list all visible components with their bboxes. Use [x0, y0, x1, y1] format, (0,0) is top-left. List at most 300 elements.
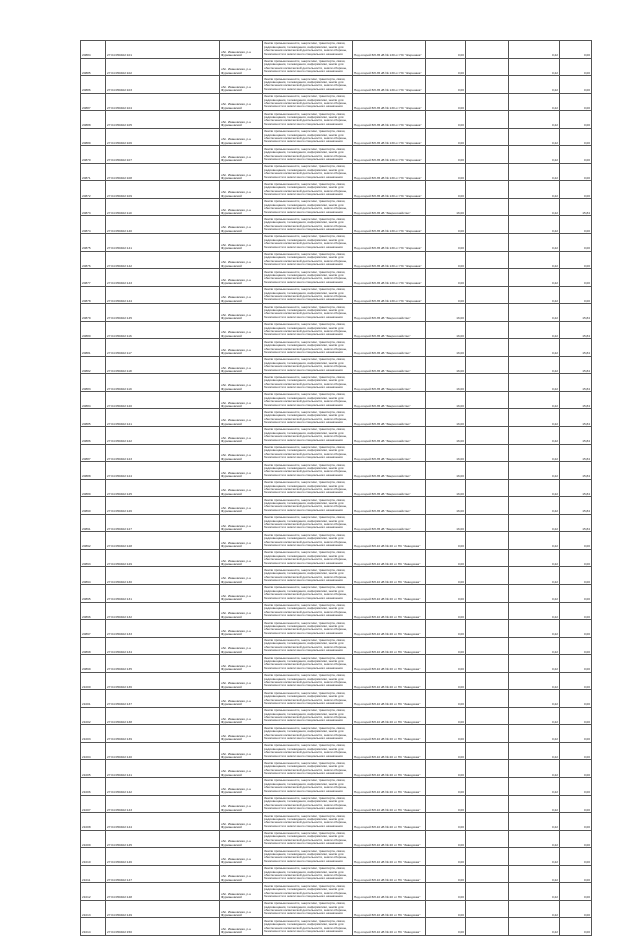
cadastral-number: 27:04:050402:127: [106, 514, 220, 532]
land-use-cell: Под опорой ВЛ-10 кВ № 20 от ПС "Заводская": [353, 760, 426, 778]
rate-value: 0,22: [509, 234, 560, 252]
rate-value: 0,22: [509, 918, 560, 936]
address-cell: обл. Ивановская, р-н Фурмановский: [220, 286, 263, 304]
empty-cell: [466, 637, 509, 655]
land-category-cell: Земли промышленности, энергетики, транспорта, связи, радиовещания, телевидения, информатики, земли для обеспечения космической деятельности, земли обороны, безопасности и земли иного специального назначения: [263, 479, 353, 497]
area-value: 16,00: [426, 514, 466, 532]
area-value: 0,00: [426, 41, 466, 59]
land-category-cell: Земли промышленности, энергетики, транспорта, связи, радиовещания, телевидения, информатики, земли для обеспечения космической деятельности, земли обороны, безопасности и земли иного специального назначения: [263, 602, 353, 620]
area-value: 0,00: [426, 234, 466, 252]
land-category-cell: Земли промышленности, энергетики, транспорта, связи, радиовещания, телевидения, информатики, земли для обеспечения космической деятельности, земли обороны, безопасности и земли иного специального назначения: [263, 725, 353, 743]
empty-cell: [466, 304, 509, 322]
land-category-cell: Земли промышленности, энергетики, транспорта, связи, радиовещания, телевидения, информатики, земли для обеспечения космической деятельности, земли обороны, безопасности и земли иного специального назначения: [263, 795, 353, 813]
area-value: 16,00: [426, 479, 466, 497]
land-use-cell: Под опорой ВЛ-10 кВ № 20 от ПС "Заводская": [353, 918, 426, 936]
land-use-cell: Под опорой ВЛ-35 кВ № 130 от ПС "Жерновка": [353, 251, 426, 269]
empty-cell: [466, 567, 509, 585]
land-category-cell: Земли промышленности, энергетики, транспорта, связи, радиовещания, телевидения, информатики, земли для обеспечения космической деятельности, земли обороны, безопасности и земли иного специального назначения: [263, 672, 353, 690]
table-row: [81, 795, 592, 813]
area-value: 16,00: [426, 374, 466, 392]
amount-value: 15,84: [560, 444, 592, 462]
cadastral-number: 27:04:050402:117: [106, 339, 220, 357]
table-row: [81, 900, 592, 918]
land-category-cell: Земли промышленности, энергетики, транспорта, связи, радиовещания, телевидения, информатики, земли для обеспечения космической деятельности, земли обороны, безопасности и земли иного специального назначения: [263, 690, 353, 708]
cadastral-number: 27:04:050402:144: [106, 286, 220, 304]
rate-value: 0,22: [509, 567, 560, 585]
table-row: [81, 672, 592, 690]
amount-value: 0,00: [560, 848, 592, 866]
empty-cell: [466, 111, 509, 129]
land-category-cell: Земли промышленности, энергетики, транспорта, связи, радиовещания, телевидения, информатики, земли для обеспечения космической деятельности, земли обороны, безопасности и земли иного специального назначения: [263, 146, 353, 164]
cadastral-number: 27:04:050402:118: [106, 356, 220, 374]
rate-value: 0,22: [509, 725, 560, 743]
row-number: 20883: [81, 374, 106, 392]
land-use-cell: Под опорой ВЛ-10 кВ № 20 от ПС "Заводская": [353, 848, 426, 866]
amount-value: 0,00: [560, 900, 592, 918]
amount-value: 15,84: [560, 198, 592, 216]
rate-value: 0,22: [509, 356, 560, 374]
rate-value: 0,22: [509, 707, 560, 725]
row-number: 20894: [81, 567, 106, 585]
area-value: 16,00: [426, 462, 466, 480]
row-number: 20898: [81, 637, 106, 655]
area-value: 16,00: [426, 497, 466, 515]
land-category-cell: Земли промышленности, энергетики, транспорта, связи, радиовещания, телевидения, информатики, земли для обеспечения космической деятельности, земли обороны, безопасности и земли иного специального назначения: [263, 777, 353, 795]
land-category-cell: Земли промышленности, энергетики, транспорта, связи, радиовещания, телевидения, информатики, земли для обеспечения космической деятельности, земли обороны, безопасности и земли иного специального назначения: [263, 181, 353, 199]
empty-cell: [466, 321, 509, 339]
row-number: 21003: [81, 725, 106, 743]
empty-cell: [466, 813, 509, 831]
cadastral-number: 27:04:050402:124: [106, 462, 220, 480]
area-value: 0,00: [426, 672, 466, 690]
table-row: [81, 655, 592, 673]
land-category-cell: Земли промышленности, энергетики, транспорта, связи, радиовещания, телевидения, информатики, земли для обеспечения космической деятельности, земли обороны, безопасности и земли иного специального назначения: [263, 707, 353, 725]
empty-cell: [466, 181, 509, 199]
rate-value: 0,22: [509, 865, 560, 883]
rate-value: 0,22: [509, 216, 560, 234]
land-use-cell: Под опорой ВЛ-35 кВ "Зверохозяйство": [353, 479, 426, 497]
land-category-cell: Земли промышленности, энергетики, транспорта, связи, радиовещания, телевидения, информатики, земли для обеспечения космической деятельности, земли обороны, безопасности и земли иного специального назначения: [263, 742, 353, 760]
area-value: 0,00: [426, 918, 466, 936]
area-value: 0,00: [426, 900, 466, 918]
address-cell: обл. Ивановская, р-н Фурмановский: [220, 41, 263, 59]
empty-cell: [466, 655, 509, 673]
empty-cell: [466, 58, 509, 76]
rate-value: 0,22: [509, 655, 560, 673]
cadastral-number: 27:04:050402:102: [106, 58, 220, 76]
land-category-cell: Земли промышленности, энергетики, транспорта, связи, радиовещания, телевидения, информатики, земли для обеспечения космической деятельности, земли обороны, безопасности и земли иного специального назначения: [263, 549, 353, 567]
amount-value: 0,00: [560, 58, 592, 76]
table-row: [81, 321, 592, 339]
table-row: [81, 602, 592, 620]
land-category-cell: Земли промышленности, энергетики, транспорта, связи, радиовещания, телевидения, информатики, земли для обеспечения космической деятельности, земли обороны, безопасности и земли иного специального назначения: [263, 409, 353, 427]
row-number: 20889: [81, 479, 106, 497]
row-number: 20882: [81, 356, 106, 374]
amount-value: 0,00: [560, 286, 592, 304]
cadastral-number: 27:04:050402:145: [106, 830, 220, 848]
table-row: [81, 216, 592, 234]
amount-value: 0,00: [560, 672, 592, 690]
rate-value: 0,22: [509, 111, 560, 129]
land-category-cell: Земли промышленности, энергетики, транспорта, связи, радиовещания, телевидения, информатики, земли для обеспечения космической деятельности, земли обороны, безопасности и земли иного специального назначения: [263, 497, 353, 515]
cadastral-number: 27:04:050402:110: [106, 198, 220, 216]
land-use-cell: Под опорой ВЛ-10 кВ № 20 от ПС "Заводская": [353, 690, 426, 708]
area-value: 0,00: [426, 93, 466, 111]
rate-value: 0,22: [509, 427, 560, 445]
table-row: [81, 427, 592, 445]
row-number: 20888: [81, 111, 106, 129]
area-value: 16,00: [426, 339, 466, 357]
address-cell: обл. Ивановская, р-н Фурмановский: [220, 216, 263, 234]
rate-value: 0,22: [509, 742, 560, 760]
land-use-cell: Под опорой ВЛ-35 кВ № 130 от ПС "Жерновка": [353, 269, 426, 287]
rate-value: 0,22: [509, 532, 560, 550]
land-use-cell: Под опорой ВЛ-35 кВ № 130 от ПС "Жерновка": [353, 163, 426, 181]
row-number: 20875: [81, 234, 106, 252]
address-cell: обл. Ивановская, р-н Фурмановский: [220, 690, 263, 708]
address-cell: обл. Ивановская, р-н Фурмановский: [220, 304, 263, 322]
area-value: 0,00: [426, 251, 466, 269]
area-value: 0,00: [426, 181, 466, 199]
row-number: 20870: [81, 146, 106, 164]
row-number: 21004: [81, 742, 106, 760]
amount-value: 0,00: [560, 795, 592, 813]
empty-cell: [466, 584, 509, 602]
land-category-cell: Земли промышленности, энергетики, транспорта, связи, радиовещания, телевидения, информатики, земли для обеспечения космической деятельности, земли обороны, безопасности и земли иного специального назначения: [263, 128, 353, 146]
table-row: [81, 725, 592, 743]
land-use-cell: Под опорой ВЛ-35 кВ "Зверохозяйство": [353, 462, 426, 480]
row-number: 20879: [81, 304, 106, 322]
amount-value: 0,00: [560, 865, 592, 883]
land-category-cell: Земли промышленности, энергетики, транспорта, связи, радиовещания, телевидения, информатики, земли для обеспечения космической деятельности, земли обороны, безопасности и земли иного специального назначения: [263, 286, 353, 304]
address-cell: обл. Ивановская, р-н Фурмановский: [220, 620, 263, 638]
area-value: 0,00: [426, 584, 466, 602]
address-cell: обл. Ивановская, р-н Фурмановский: [220, 181, 263, 199]
land-use-cell: Под опорой ВЛ-35 кВ № 130 от ПС "Жерновка": [353, 41, 426, 59]
table-row: [81, 760, 592, 778]
table-row: [81, 462, 592, 480]
address-cell: обл. Ивановская, р-н Фурмановский: [220, 128, 263, 146]
empty-cell: [466, 146, 509, 164]
address-cell: обл. Ивановская, р-н Фурмановский: [220, 672, 263, 690]
land-category-cell: Земли промышленности, энергетики, транспорта, связи, радиовещания, телевидения, информатики, земли для обеспечения космической деятельности, земли обороны, безопасности и земли иного специального назначения: [263, 444, 353, 462]
land-category-cell: Земли промышленности, энергетики, транспорта, связи, радиовещания, телевидения, информатики, земли для обеспечения космической деятельности, земли обороны, безопасности и земли иного специального назначения: [263, 655, 353, 673]
table-row: [81, 76, 592, 94]
row-number: 20871: [81, 163, 106, 181]
land-use-cell: Под опорой ВЛ-10 кВ № 20 от ПС "Заводская": [353, 532, 426, 550]
row-number: 21007: [81, 795, 106, 813]
area-value: 0,00: [426, 865, 466, 883]
rate-value: 0,22: [509, 374, 560, 392]
row-number: 20884: [81, 391, 106, 409]
cadastral-number: 27:04:050402:149: [106, 900, 220, 918]
amount-value: 15,84: [560, 479, 592, 497]
amount-value: 0,00: [560, 41, 592, 59]
cadastral-number: 27:04:050402:125: [106, 479, 220, 497]
table-row: [81, 865, 592, 883]
cadastral-number: 27:04:050402:121: [106, 409, 220, 427]
land-category-cell: Земли промышленности, энергетики, транспорта, связи, радиовещания, телевидения, информатики, земли для обеспечения космической деятельности, земли обороны, безопасности и земли иного специального назначения: [263, 304, 353, 322]
table-row: [81, 269, 592, 287]
land-category-cell: Земли промышленности, энергетики, транспорта, связи, радиовещания, телевидения, информатики, земли для обеспечения космической деятельности, земли обороны, безопасности и земли иного специального назначения: [263, 41, 353, 59]
empty-cell: [466, 41, 509, 59]
row-number: 20874: [81, 216, 106, 234]
address-cell: обл. Ивановская, р-н Фурмановский: [220, 93, 263, 111]
amount-value: 0,00: [560, 707, 592, 725]
land-category-cell: Земли промышленности, энергетики, транспорта, связи, радиовещания, телевидения, информатики, земли для обеспечения космической деятельности, земли обороны, безопасности и земли иного специального назначения: [263, 462, 353, 480]
area-value: 0,00: [426, 567, 466, 585]
address-cell: обл. Ивановская, р-н Фурмановский: [220, 444, 263, 462]
amount-value: 15,84: [560, 356, 592, 374]
rate-value: 0,22: [509, 198, 560, 216]
empty-cell: [466, 356, 509, 374]
empty-cell: [466, 269, 509, 287]
cadastral-number: 27:04:050402:137: [106, 690, 220, 708]
cadastral-number: 27:04:050402:123: [106, 444, 220, 462]
row-number: 21000: [81, 672, 106, 690]
empty-cell: [466, 391, 509, 409]
land-use-cell: Под опорой ВЛ-10 кВ № 20 от ПС "Заводская": [353, 742, 426, 760]
empty-cell: [466, 374, 509, 392]
amount-value: 0,00: [560, 128, 592, 146]
row-number: 20891: [81, 514, 106, 532]
cadastral-number: 27:04:050402:119: [106, 374, 220, 392]
rate-value: 0,22: [509, 146, 560, 164]
amount-value: 15,84: [560, 374, 592, 392]
rate-value: 0,22: [509, 900, 560, 918]
area-value: 0,00: [426, 163, 466, 181]
rate-value: 0,22: [509, 637, 560, 655]
empty-cell: [466, 497, 509, 515]
rate-value: 0,22: [509, 339, 560, 357]
area-value: 0,00: [426, 690, 466, 708]
land-category-cell: Земли промышленности, энергетики, транспорта, связи, радиовещания, телевидения, информатики, земли для обеспечения космической деятельности, земли обороны, безопасности и земли иного специального назначения: [263, 813, 353, 831]
row-number: 20889: [81, 128, 106, 146]
area-value: 16,00: [426, 356, 466, 374]
address-cell: обл. Ивановская, р-н Фурмановский: [220, 795, 263, 813]
row-number: 21013: [81, 900, 106, 918]
rate-value: 0,22: [509, 251, 560, 269]
land-category-cell: Земли промышленности, энергетики, транспорта, связи, радиовещания, телевидения, информатики, земли для обеспечения космической деятельности, земли обороны, безопасности и земли иного специального назначения: [263, 584, 353, 602]
land-use-cell: Под опорой ВЛ-10 кВ № 20 от ПС "Заводская": [353, 602, 426, 620]
area-value: 0,00: [426, 620, 466, 638]
table-row: [81, 848, 592, 866]
address-cell: обл. Ивановская, р-н Фурмановский: [220, 760, 263, 778]
amount-value: 0,00: [560, 146, 592, 164]
land-use-cell: Под опорой ВЛ-10 кВ № 20 от ПС "Заводская": [353, 620, 426, 638]
rate-value: 0,22: [509, 444, 560, 462]
land-use-cell: Под опорой ВЛ-35 кВ "Зверохозяйство": [353, 321, 426, 339]
amount-value: 0,00: [560, 181, 592, 199]
land-use-cell: Под опорой ВЛ-10 кВ № 20 от ПС "Заводская": [353, 813, 426, 831]
land-use-cell: Под опорой ВЛ-35 кВ № 130 от ПС "Жерновка": [353, 58, 426, 76]
land-use-cell: Под опорой ВЛ-10 кВ № 20 от ПС "Заводская": [353, 865, 426, 883]
amount-value: 15,84: [560, 304, 592, 322]
land-category-cell: Земли промышленности, энергетики, транспорта, связи, радиовещания, телевидения, информатики, земли для обеспечения космической деятельности, земли обороны, безопасности и земли иного специального назначения: [263, 514, 353, 532]
address-cell: обл. Ивановская, р-н Фурмановский: [220, 777, 263, 795]
table-row: [81, 286, 592, 304]
area-value: 0,00: [426, 883, 466, 901]
table-row: [81, 41, 592, 59]
rate-value: 0,22: [509, 497, 560, 515]
land-use-cell: Под опорой ВЛ-35 кВ "Зверохозяйство": [353, 374, 426, 392]
land-category-cell: Земли промышленности, энергетики, транспорта, связи, радиовещания, телевидения, информатики, земли для обеспечения космической деятельности, земли обороны, безопасности и земли иного специального назначения: [263, 216, 353, 234]
table-row: [81, 690, 592, 708]
table-row: [81, 181, 592, 199]
table-row: [81, 111, 592, 129]
cadastral-number: 27:04:050402:107: [106, 146, 220, 164]
rate-value: 0,22: [509, 602, 560, 620]
empty-cell: [466, 216, 509, 234]
row-number: 20893: [81, 549, 106, 567]
table-row: [81, 497, 592, 515]
table-row: [81, 198, 592, 216]
address-cell: обл. Ивановская, р-н Фурмановский: [220, 813, 263, 831]
land-category-cell: Земли промышленности, энергетики, транспорта, связи, радиовещания, телевидения, информатики, земли для обеспечения космической деятельности, земли обороны, безопасности и земли иного специального назначения: [263, 883, 353, 901]
table-row: [81, 514, 592, 532]
amount-value: 0,00: [560, 549, 592, 567]
rate-value: 0,22: [509, 479, 560, 497]
table-row: [81, 93, 592, 111]
land-category-cell: Земли промышленности, энергетики, транспорта, связи, радиовещания, телевидения, информатики, земли для обеспечения космической деятельности, земли обороны, безопасности и земли иного специального назначения: [263, 865, 353, 883]
empty-cell: [466, 163, 509, 181]
cadastral-number: 27:04:050402:101: [106, 41, 220, 59]
row-number: 20881: [81, 339, 106, 357]
land-use-cell: Под опорой ВЛ-35 кВ "Зверохозяйство": [353, 444, 426, 462]
land-category-cell: Земли промышленности, энергетики, транспорта, связи, радиовещания, телевидения, информатики, земли для обеспечения космической деятельности, земли обороны, безопасности и земли иного специального назначения: [263, 269, 353, 287]
land-category-cell: Земли промышленности, энергетики, транспорта, связи, радиовещания, телевидения, информатики, земли для обеспечения космической деятельности, земли обороны, безопасности и земли иного специального назначения: [263, 321, 353, 339]
rate-value: 0,22: [509, 777, 560, 795]
land-category-cell: Земли промышленности, энергетики, транспорта, связи, радиовещания, телевидения, информатики, земли для обеспечения космической деятельности, земли обороны, безопасности и земли иного специального назначения: [263, 918, 353, 936]
area-value: 0,00: [426, 795, 466, 813]
cadastral-number: 27:04:050402:150: [106, 918, 220, 936]
area-value: 16,00: [426, 391, 466, 409]
amount-value: 15,84: [560, 497, 592, 515]
empty-cell: [466, 602, 509, 620]
cadastral-number: 27:04:050402:135: [106, 655, 220, 673]
cadastral-number: 27:04:050402:136: [106, 672, 220, 690]
empty-cell: [466, 479, 509, 497]
cadastral-number: 27:04:050402:141: [106, 760, 220, 778]
amount-value: 15,84: [560, 321, 592, 339]
amount-value: 0,00: [560, 742, 592, 760]
rate-value: 0,22: [509, 128, 560, 146]
table-row: [81, 532, 592, 550]
address-cell: обл. Ивановская, р-н Фурмановский: [220, 742, 263, 760]
empty-cell: [466, 286, 509, 304]
rate-value: 0,22: [509, 304, 560, 322]
empty-cell: [466, 620, 509, 638]
land-use-cell: Под опорой ВЛ-35 кВ "Зверохозяйство": [353, 356, 426, 374]
empty-cell: [466, 918, 509, 936]
amount-value: 0,00: [560, 655, 592, 673]
amount-value: 15,84: [560, 391, 592, 409]
amount-value: 0,00: [560, 76, 592, 94]
row-number: 20886: [81, 427, 106, 445]
cadastral-number: 27:04:050402:140: [106, 216, 220, 234]
address-cell: обл. Ивановская, р-н Фурмановский: [220, 830, 263, 848]
amount-value: 0,00: [560, 584, 592, 602]
table-row: [81, 707, 592, 725]
address-cell: обл. Ивановская, р-н Фурмановский: [220, 462, 263, 480]
land-category-cell: Земли промышленности, энергетики, транспорта, связи, радиовещания, телевидения, информатики, земли для обеспечения космической деятельности, земли обороны, безопасности и земли иного специального назначения: [263, 58, 353, 76]
rate-value: 0,22: [509, 269, 560, 287]
row-number: 21002: [81, 707, 106, 725]
cadastral-number: 27:04:050402:146: [106, 848, 220, 866]
rate-value: 0,22: [509, 76, 560, 94]
address-cell: обл. Ивановская, р-н Фурмановский: [220, 707, 263, 725]
row-number: 21014: [81, 918, 106, 936]
address-cell: обл. Ивановская, р-н Фурмановский: [220, 497, 263, 515]
address-cell: обл. Ивановская, р-н Фурмановский: [220, 532, 263, 550]
address-cell: обл. Ивановская, р-н Фурмановский: [220, 427, 263, 445]
cadastral-number: 27:04:050402:103: [106, 76, 220, 94]
address-cell: обл. Ивановская, р-н Фурмановский: [220, 865, 263, 883]
table-row: [81, 339, 592, 357]
land-use-cell: Под опорой ВЛ-10 кВ № 20 от ПС "Заводская": [353, 707, 426, 725]
cadastral-number: 27:04:050402:141: [106, 234, 220, 252]
row-number: 20878: [81, 286, 106, 304]
table-row: [81, 883, 592, 901]
land-category-cell: Земли промышленности, энергетики, транспорта, связи, радиовещания, телевидения, информатики, земли для обеспечения космической деятельности, земли обороны, безопасности и земли иного специального назначения: [263, 427, 353, 445]
land-use-cell: Под опорой ВЛ-10 кВ № 20 от ПС "Заводская": [353, 725, 426, 743]
row-number: 20888: [81, 462, 106, 480]
address-cell: обл. Ивановская, р-н Фурмановский: [220, 848, 263, 866]
rate-value: 0,22: [509, 620, 560, 638]
area-value: 0,00: [426, 111, 466, 129]
amount-value: 0,00: [560, 725, 592, 743]
rate-value: 0,22: [509, 514, 560, 532]
amount-value: 15,84: [560, 514, 592, 532]
amount-value: 15,84: [560, 339, 592, 357]
empty-cell: [466, 409, 509, 427]
area-value: 0,00: [426, 813, 466, 831]
land-use-cell: Под опорой ВЛ-35 кВ № 130 от ПС "Жерновка": [353, 146, 426, 164]
cadastral-number: 27:04:050402:129: [106, 549, 220, 567]
empty-cell: [466, 93, 509, 111]
registry-rows: [81, 41, 592, 936]
table-row: [81, 251, 592, 269]
cadastral-number: 27:04:050402:140: [106, 742, 220, 760]
land-category-cell: Земли промышленности, энергетики, транспорта, связи, радиовещания, телевидения, информатики, земли для обеспечения космической деятельности, земли обороны, безопасности и земли иного специального назначения: [263, 111, 353, 129]
amount-value: 0,00: [560, 760, 592, 778]
address-cell: обл. Ивановская, р-н Фурмановский: [220, 567, 263, 585]
land-use-cell: Под опорой ВЛ-10 кВ № 20 от ПС "Заводская": [353, 637, 426, 655]
amount-value: 0,00: [560, 620, 592, 638]
rate-value: 0,22: [509, 321, 560, 339]
land-use-cell: Под опорой ВЛ-10 кВ № 20 от ПС "Заводская": [353, 549, 426, 567]
area-value: 0,00: [426, 58, 466, 76]
area-value: 0,00: [426, 777, 466, 795]
area-value: 16,00: [426, 198, 466, 216]
address-cell: обл. Ивановская, р-н Фурмановский: [220, 339, 263, 357]
land-category-cell: Земли промышленности, энергетики, транспорта, связи, радиовещания, телевидения, информатики, земли для обеспечения космической деятельности, земли обороны, безопасности и земли иного специального назначения: [263, 356, 353, 374]
amount-value: 0,00: [560, 918, 592, 936]
rate-value: 0,22: [509, 883, 560, 901]
empty-cell: [466, 514, 509, 532]
area-value: 16,00: [426, 304, 466, 322]
row-number: 20880: [81, 321, 106, 339]
row-number: 20885: [81, 58, 106, 76]
amount-value: 0,00: [560, 111, 592, 129]
land-category-cell: Земли промышленности, энергетики, транспорта, связи, радиовещания, телевидения, информатики, земли для обеспечения космической деятельности, земли обороны, безопасности и земли иного специального назначения: [263, 93, 353, 111]
area-value: 16,00: [426, 321, 466, 339]
area-value: 16,00: [426, 409, 466, 427]
amount-value: 15,84: [560, 427, 592, 445]
address-cell: обл. Ивановская, р-н Фурмановский: [220, 479, 263, 497]
land-use-cell: Под опорой ВЛ-35 кВ "Зверохозяйство": [353, 304, 426, 322]
address-cell: обл. Ивановская, р-н Фурмановский: [220, 602, 263, 620]
